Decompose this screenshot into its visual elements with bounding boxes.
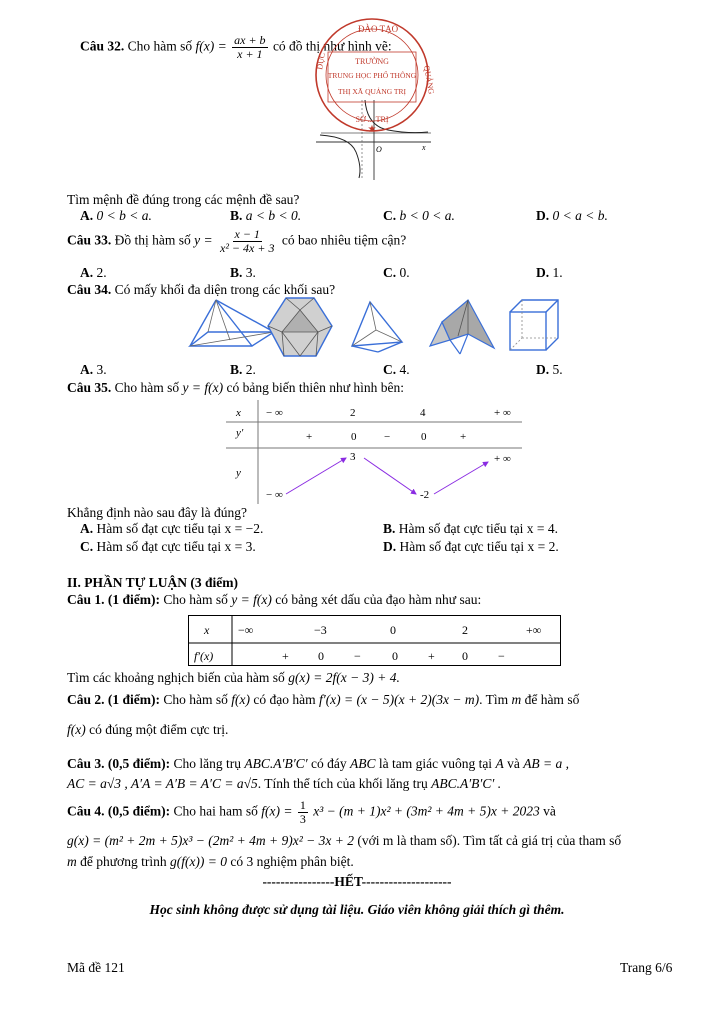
solid-tetrahedron-icon bbox=[348, 300, 406, 354]
bbt-arrow-up-1 bbox=[286, 458, 346, 494]
q35-option-d[interactable]: D. Hàm số đạt cực tiểu tại x = 2. bbox=[383, 539, 559, 554]
q32-option-c[interactable]: C. b < 0 < a. bbox=[383, 208, 455, 223]
graph-branch-left bbox=[320, 135, 360, 178]
q33-option-a[interactable]: A. 2. bbox=[80, 265, 107, 280]
bbt-x-label: x bbox=[236, 407, 241, 419]
graph-axis-x: x bbox=[422, 143, 426, 152]
q35-option-a[interactable]: A. Hàm số đạt cực tiểu tại x = −2. bbox=[80, 521, 264, 536]
q35-option-c[interactable]: C. Hàm số đạt cực tiểu tại x = 3. bbox=[80, 539, 256, 554]
bbt-yp-4: + bbox=[460, 431, 467, 443]
q32-den: x + 1 bbox=[237, 47, 263, 61]
q32-fraction bbox=[232, 34, 267, 61]
q35-line bbox=[67, 380, 404, 396]
bbt-yp-2: − bbox=[384, 431, 391, 443]
sign-x-4: +∞ bbox=[526, 623, 542, 637]
c1-line: Câu 1. (1 điểm): Cho hàm số y = f(x) có bảng xét dấu của đạo hàm như sau: bbox=[67, 592, 482, 607]
sign-fp-5: 0 bbox=[462, 649, 468, 663]
q32-option-d[interactable]: D. 0 < a < b. bbox=[536, 208, 608, 223]
q33-label: Câu 33. bbox=[67, 232, 112, 248]
bbt-x-3: + ∞ bbox=[494, 407, 511, 419]
stamp-top-text: ĐÀO TẠO bbox=[358, 24, 399, 34]
sign-fp-label: f′(x) bbox=[194, 649, 214, 663]
q33-option-b[interactable]: B. 3. bbox=[230, 265, 256, 280]
footer-page-number: Trang 6/6 bbox=[620, 960, 673, 975]
c2-label: Câu 2. (1 điểm): bbox=[67, 692, 160, 707]
c1-label: Câu 1. (1 điểm): bbox=[67, 592, 160, 607]
exam-note: Học sinh không được sử dụng tài liệu. Giáo viên không giải thích gì thêm. bbox=[149, 902, 565, 917]
c3-line2: AC = a√3 , A′A = A′B = A′C = a√5. Tính thể tích của khối lăng trụ ABC.A′B′C′ . bbox=[67, 776, 502, 791]
c1-question: Tìm các khoảng nghịch biến của hàm số g(x) = 2f(x − 3) + 4. bbox=[67, 670, 400, 685]
q34-option-a[interactable]: A. 3. bbox=[80, 362, 107, 377]
q35-option-b[interactable]: B. Hàm số đạt cực tiểu tại x = 4. bbox=[383, 521, 559, 536]
c4-fraction: $\frac{1}{3}$ bbox=[299, 798, 306, 826]
sign-x-3: 2 bbox=[462, 623, 468, 637]
q33-option-d[interactable]: D. 1. bbox=[536, 265, 563, 280]
stamp-line1: TRƯỜNG bbox=[355, 57, 389, 66]
solid-cube-icon bbox=[508, 298, 560, 354]
c4-label: Câu 4. (0,5 điểm): bbox=[67, 803, 171, 819]
sign-fp-4: + bbox=[428, 649, 435, 663]
q32-num: ax + b bbox=[234, 33, 266, 47]
bbt-x-0: − ∞ bbox=[266, 407, 283, 419]
bbt-y-1: 3 bbox=[350, 451, 356, 463]
q33-den: x² − 4x + 3 bbox=[220, 241, 275, 255]
bbt-x-1: 2 bbox=[350, 407, 356, 419]
stamp-left-text: DỤC bbox=[315, 52, 327, 71]
q32-option-a[interactable]: A. 0 < b < a. bbox=[80, 208, 152, 223]
c4-line1: Câu 4. (0,5 điểm): Cho hai ham số f(x) = $\frac{1}{3}$ x³ − (m + 1)x² + (3m² + 4m + 5)x + 2023 và bbox=[67, 798, 556, 826]
q35-pre: Cho hàm số bbox=[114, 380, 180, 395]
stamp-line3: THỊ XÃ QUẢNG TRỊ bbox=[338, 87, 406, 96]
c2-line1: Câu 2. (1 điểm): Cho hàm số f(x) có đạo hàm f′(x) = (x − 5)(x + 2)(3x − m). Tìm m để hàm số bbox=[67, 692, 580, 707]
bbt-y-label: y bbox=[236, 467, 241, 479]
solid-tent-icon bbox=[428, 296, 496, 356]
q33-num: x − 1 bbox=[234, 227, 260, 241]
q35-label: Câu 35. bbox=[67, 380, 112, 395]
sign-fp-2: − bbox=[354, 649, 361, 663]
q33-line bbox=[67, 228, 406, 255]
c3-line1: Câu 3. (0,5 điểm): Cho lăng trụ ABC.A′B′C′ có đáy ABC là tam giác vuông tại A và AB = a , bbox=[67, 756, 570, 771]
graph-origin: O bbox=[376, 145, 382, 154]
stamp-line2: TRUNG HỌC PHỔ THÔNG bbox=[327, 71, 417, 80]
q32-pre: Cho hàm số bbox=[127, 38, 193, 54]
q34-option-b[interactable]: B. 2. bbox=[230, 362, 256, 377]
sign-fp-1: 0 bbox=[318, 649, 324, 663]
q33-pre: Đồ thị hàm số bbox=[114, 232, 191, 248]
q34-option-c[interactable]: C. 4. bbox=[383, 362, 410, 377]
sign-x-label: x bbox=[204, 623, 210, 637]
c3-label: Câu 3. (0,5 điểm): bbox=[67, 756, 171, 771]
sign-fp-0: + bbox=[282, 649, 289, 663]
solid-icosahedron-icon bbox=[266, 296, 334, 360]
q34-option-d[interactable]: D. 5. bbox=[536, 362, 563, 377]
q35-question: Khẳng định nào sau đây là đúng? bbox=[67, 505, 247, 520]
c4-line3: m để phương trình g(f(x)) = 0 có 3 nghiệm phân biệt. bbox=[67, 854, 354, 869]
solid-pyramid-icon bbox=[186, 298, 276, 352]
stamp-star-icon: ★ bbox=[367, 124, 377, 135]
sign-x-0: −∞ bbox=[238, 623, 254, 637]
bbt-x-2: 4 bbox=[420, 407, 426, 419]
c2-line2: f(x) có đúng một điểm cực trị. bbox=[67, 722, 229, 737]
q32-question: Tìm mệnh đề đúng trong các mệnh đề sau? bbox=[67, 192, 300, 207]
stamp-right-text: QUẢNG bbox=[422, 64, 436, 95]
c1-sign-table bbox=[188, 615, 562, 667]
q35-variation-table bbox=[226, 400, 522, 504]
q34-text: Có mấy khối đa diện trong các khối sau? bbox=[114, 282, 336, 297]
q32-option-b[interactable]: B. a < b < 0. bbox=[230, 208, 302, 223]
sign-x-2: 0 bbox=[390, 623, 396, 637]
bbt-arrow-down bbox=[364, 458, 416, 494]
bbt-arrow-up-2 bbox=[434, 462, 488, 494]
sign-fp-3: 0 bbox=[392, 649, 398, 663]
c4-line2: g(x) = (m² + 2m + 5)x³ − (2m² + 4m + 9)x² − 3x + 2 (với m là tham số). Tìm tất cả giá trị của tham số bbox=[67, 833, 622, 848]
bbt-yp-0: + bbox=[306, 431, 313, 443]
sign-x-1: −3 bbox=[314, 623, 327, 637]
q35-func: y = f(x) bbox=[182, 380, 224, 395]
school-stamp bbox=[306, 14, 438, 136]
bbt-y-3: + ∞ bbox=[494, 453, 511, 465]
q33-post: có bao nhiêu tiệm cận? bbox=[281, 232, 407, 248]
q33-fraction bbox=[218, 228, 276, 255]
sign-fp-6: − bbox=[498, 649, 505, 663]
bbt-y-2: -2 bbox=[420, 489, 430, 501]
q32-post: có đồ thị như hình vẽ: bbox=[272, 38, 392, 54]
part2-heading: II. PHẦN TỰ LUẬN (3 điểm) bbox=[67, 575, 238, 590]
bbt-yp-label: y′ bbox=[236, 427, 244, 439]
q33-option-c[interactable]: C. 0. bbox=[383, 265, 410, 280]
stamp-bottom-text: SỞ ... TRỊ bbox=[355, 115, 389, 124]
q33-func: y = bbox=[194, 232, 213, 248]
bbt-y-0: − ∞ bbox=[266, 489, 283, 501]
bbt-yp-1: 0 bbox=[351, 431, 357, 443]
bbt-yp-3: 0 bbox=[421, 431, 427, 443]
q35-post: có bảng biến thiên như hình bên: bbox=[226, 380, 405, 395]
footer-exam-code: Mã đề 121 bbox=[67, 960, 125, 975]
q32-label: Câu 32. bbox=[80, 38, 125, 54]
q34-label: Câu 34. bbox=[67, 282, 112, 297]
q32-func: f(x) = bbox=[195, 38, 227, 54]
end-mark: ----------------HẾT-------------------- bbox=[262, 874, 452, 889]
